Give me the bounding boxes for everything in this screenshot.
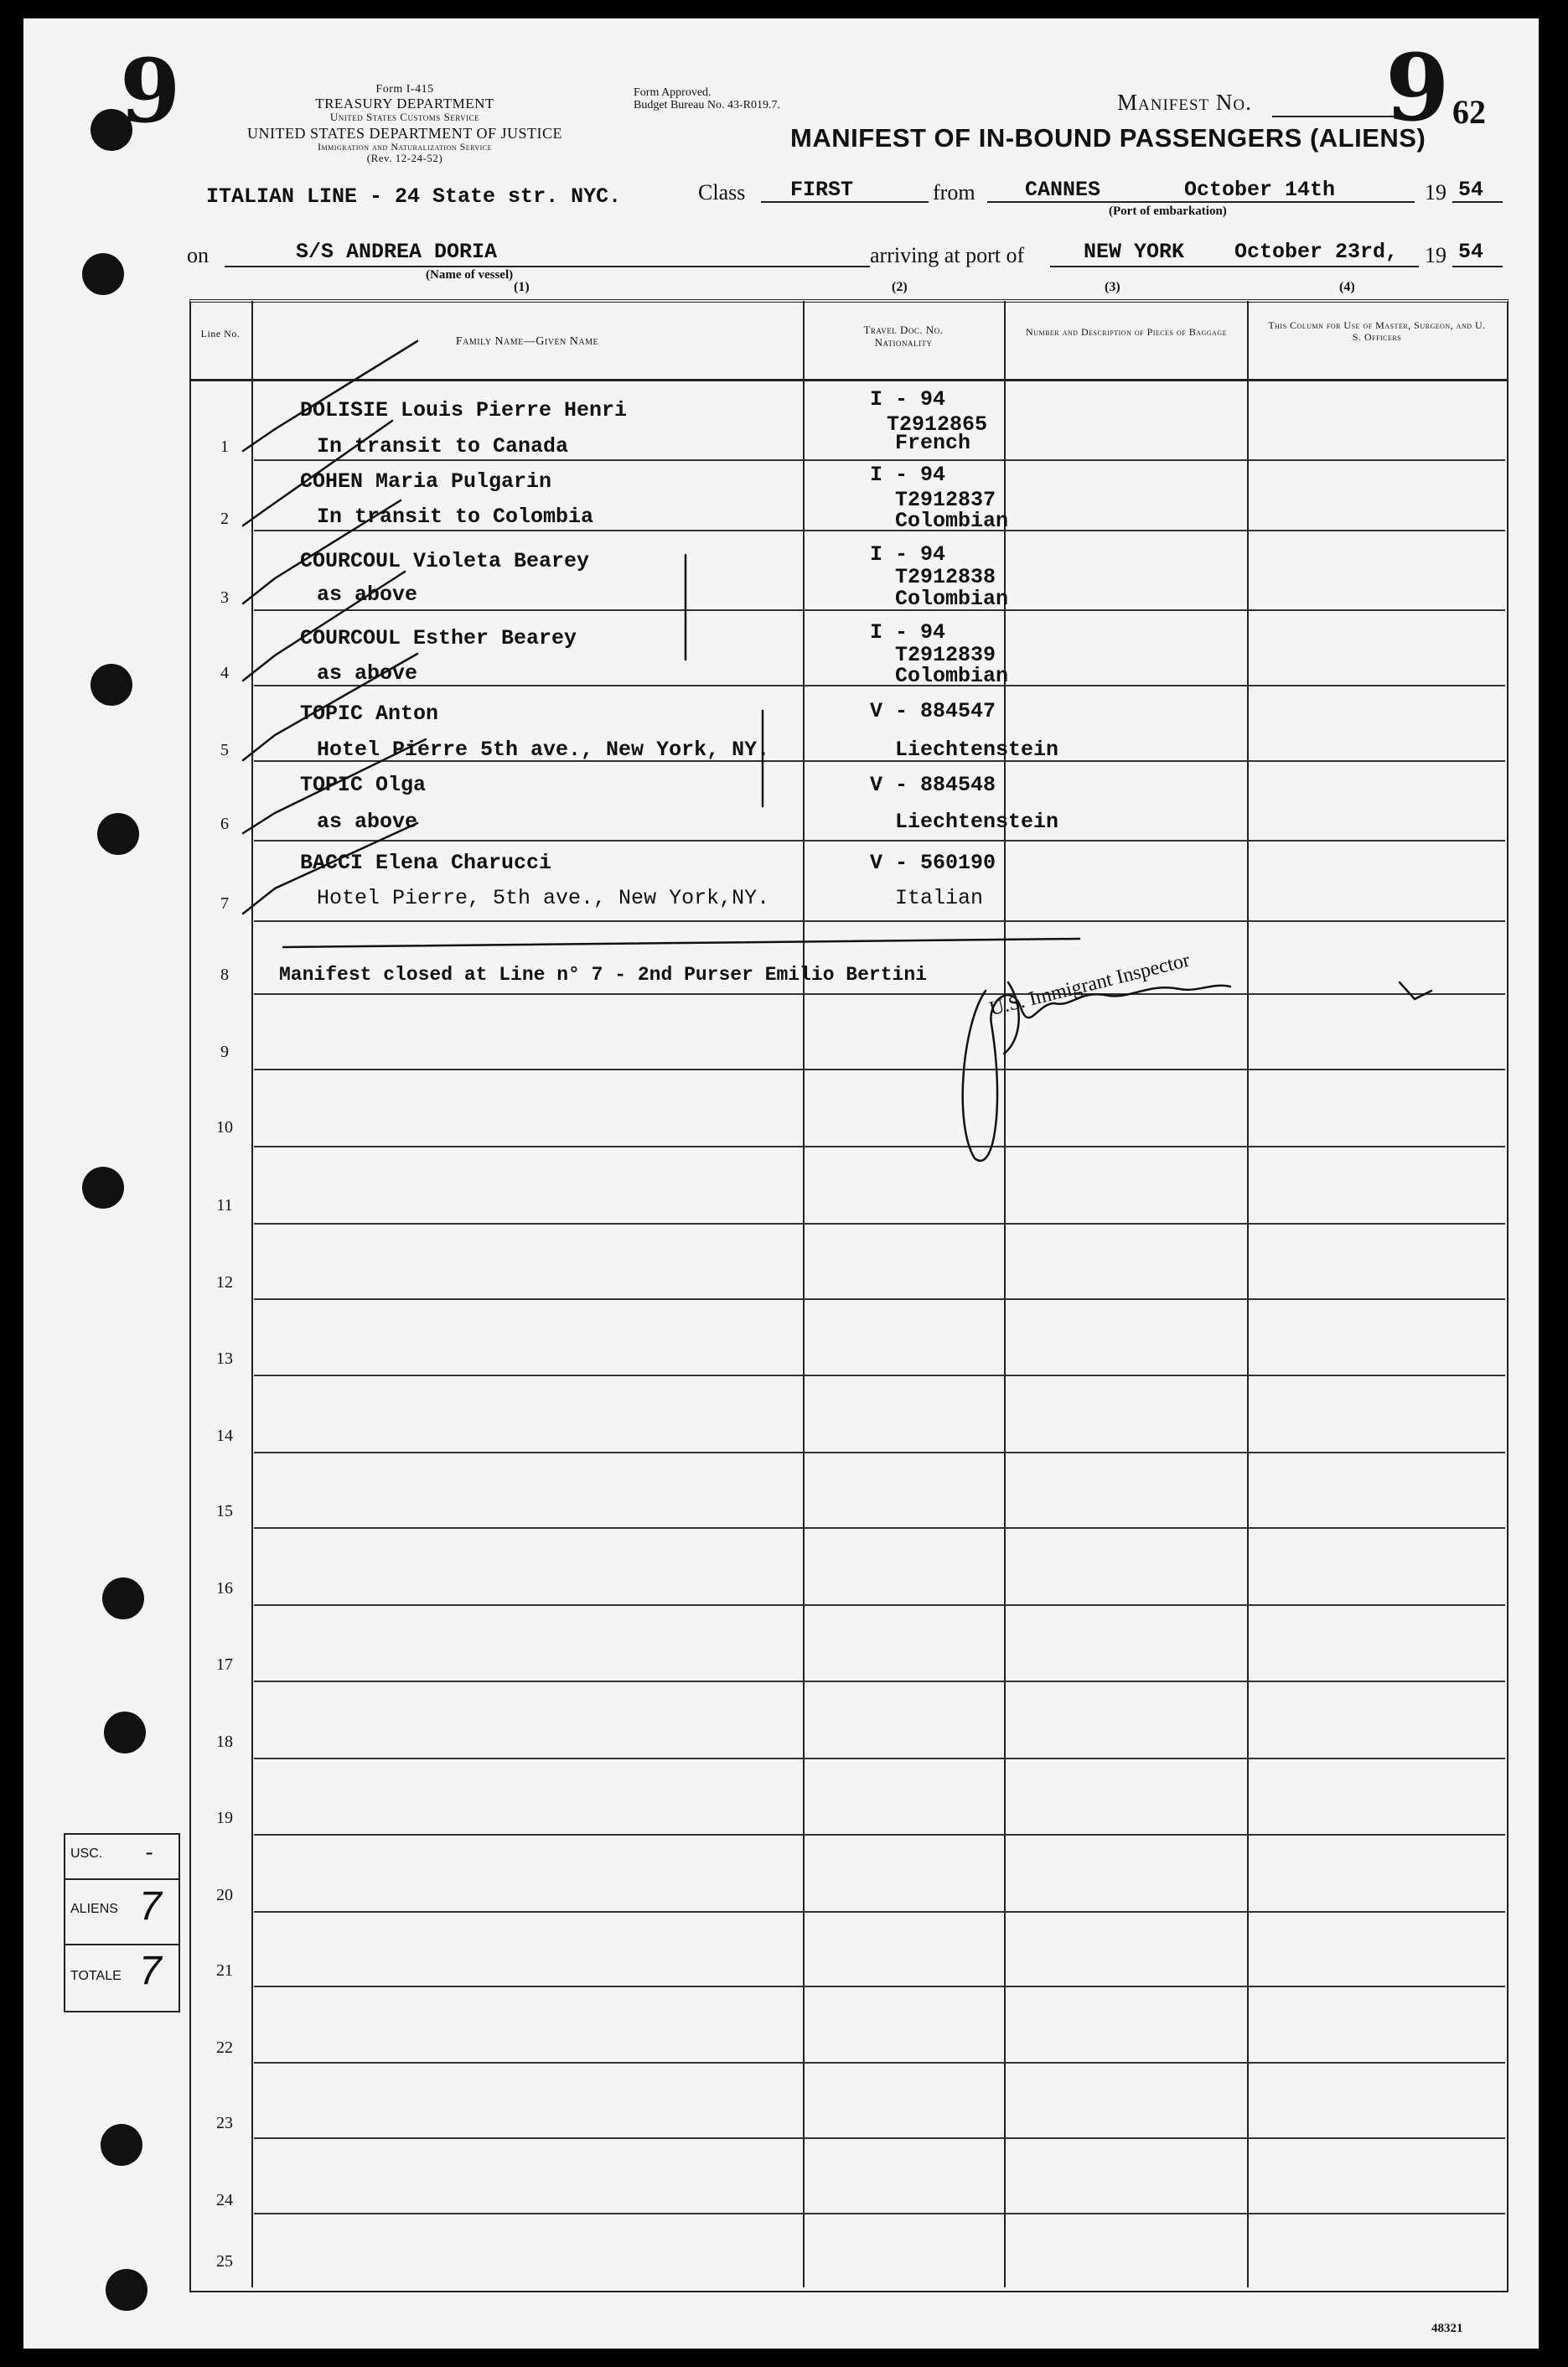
line-number: 16 <box>216 1579 233 1598</box>
justice-dept: UNITED STATES DEPARTMENT OF JUSTICE <box>246 125 562 142</box>
total-label: TOTALE <box>70 1969 122 1983</box>
line-number: 10 <box>216 1118 233 1137</box>
col-head-travel-doc: Travel Doc. No. Nationality <box>863 324 944 349</box>
passenger-note: In transit to Canada <box>317 434 569 458</box>
doc-number: T2912839 <box>895 643 996 667</box>
check-mark <box>243 654 417 760</box>
vessel-name: S/S ANDREA DORIA <box>296 240 498 264</box>
line-number: 7 <box>220 894 229 913</box>
line-number: 11 <box>216 1196 233 1215</box>
aliens-value: 7 <box>139 1884 162 1929</box>
line-number: 22 <box>216 2038 233 2057</box>
check-mark <box>1400 982 1431 999</box>
from-label: from <box>933 180 975 205</box>
form-number: Form I-415 <box>375 83 434 96</box>
passenger-name: DOLISIE Louis Pierre Henri <box>300 398 628 422</box>
line-number: 13 <box>216 1349 233 1368</box>
check-mark <box>243 341 417 451</box>
stamp-divider <box>65 1944 179 1945</box>
passenger-note: as above <box>317 583 418 607</box>
nationality: Colombian <box>895 509 1009 533</box>
column-number-1: (1) <box>514 280 530 294</box>
line-number: 15 <box>216 1502 233 1520</box>
line-number: 5 <box>220 741 229 759</box>
port-caption: (Port of embarkation) <box>1109 205 1227 218</box>
doc-number: T2912837 <box>895 488 996 512</box>
manifest-closing-note: Manifest closed at Line n° 7 - 2nd Purser Emilio Bertini <box>279 964 927 986</box>
travel-doc: I - 94 <box>870 542 946 567</box>
corner-number: 9 <box>120 39 181 142</box>
manifest-subnumber: 62 <box>1452 93 1486 131</box>
from-port: CANNES <box>1025 178 1101 202</box>
doc-number: T2912838 <box>895 565 996 589</box>
line-number: 1 <box>220 438 229 456</box>
passenger-note: as above <box>317 661 418 686</box>
passenger-name: BACCI Elena Charucci <box>300 851 552 875</box>
col-head-baggage: Number and Description of Pieces of Baggage <box>1026 326 1227 338</box>
vessel-caption: (Name of vessel) <box>426 268 514 282</box>
travel-doc: I - 94 <box>870 463 946 487</box>
nationality: Liechtenstein <box>895 738 1059 762</box>
travel-doc: V - 884547 <box>870 699 996 723</box>
arriving-label: arriving at port of <box>870 243 1025 267</box>
nationality: French <box>895 431 971 455</box>
col-head-officers: This Column for Use of Master, Surgeon, and U. S. Officers <box>1268 319 1486 343</box>
nationality: Colombian <box>895 664 1009 688</box>
on-label: on <box>187 243 209 267</box>
passenger-name: COHEN Maria Pulgarin <box>300 469 552 494</box>
travel-doc: I - 94 <box>870 620 946 645</box>
usc-value: - <box>145 1839 153 1865</box>
passenger-note: as above <box>317 810 418 834</box>
form-code: 48321 <box>1431 2322 1463 2335</box>
passenger-name: COURCOUL Violeta Bearey <box>300 549 590 573</box>
from-year: 54 <box>1458 178 1484 202</box>
arrival-port: NEW YORK <box>1084 240 1185 264</box>
from-date: October 14th <box>1184 178 1336 202</box>
inspector-stamp: U.S. Immigrant Inspector <box>987 949 1193 1021</box>
from-year-prefix: 19 <box>1425 180 1446 205</box>
arrival-date: October 23rd, <box>1234 240 1399 264</box>
travel-doc: V - 560190 <box>870 851 996 875</box>
check-mark <box>243 500 401 603</box>
check-mark <box>243 739 426 833</box>
line-number: 2 <box>220 510 229 528</box>
budget-bureau: Budget Bureau No. 43-R019.7. <box>634 98 780 111</box>
customs-service: United States Customs Service <box>329 110 480 123</box>
column-number-2: (2) <box>892 280 908 294</box>
class-label: Class <box>698 180 746 205</box>
document-title: MANIFEST OF IN-BOUND PASSENGERS (ALIENS) <box>790 123 1426 153</box>
handwritten-marks <box>23 18 1539 2349</box>
line-number: 21 <box>216 1961 233 1980</box>
ins-service: Immigration and Naturalization Service <box>317 141 492 153</box>
line-number: 12 <box>216 1273 233 1292</box>
shipping-agent: ITALIAN LINE - 24 State str. NYC. <box>206 184 622 209</box>
line-number: 24 <box>216 2191 233 2209</box>
treasury-dept: TREASURY DEPARTMENT <box>315 95 494 111</box>
manifest-label: Manifest No. <box>1117 90 1252 115</box>
stamp-divider <box>65 1878 179 1880</box>
travel-doc: I - 94 <box>870 387 946 412</box>
manifest-number: 9 <box>1385 34 1450 142</box>
check-mark <box>243 823 417 914</box>
line-number: 9 <box>220 1043 229 1061</box>
passenger-name: TOPIC Anton <box>300 702 439 726</box>
manifest-page <box>23 18 1539 2349</box>
form-approved: Form Approved. <box>634 86 712 99</box>
arrival-year-prefix: 19 <box>1425 243 1446 267</box>
usc-label: USC. <box>70 1846 103 1861</box>
passenger-note: In transit to Colombia <box>317 505 594 529</box>
column-number-4: (4) <box>1339 280 1355 294</box>
total-value: 7 <box>139 1949 162 1993</box>
check-mark <box>243 572 405 681</box>
line-number: 3 <box>220 588 229 607</box>
line-number: 8 <box>220 966 229 984</box>
arrival-year: 54 <box>1458 240 1484 264</box>
underline-mark <box>283 939 1079 947</box>
passenger-name: TOPIC Olga <box>300 773 427 797</box>
nationality: Colombian <box>895 587 1009 611</box>
line-number: 17 <box>216 1655 233 1674</box>
class-value: FIRST <box>790 178 854 202</box>
revision: (Rev. 12-24-52) <box>366 151 443 164</box>
line-number: 4 <box>220 664 229 682</box>
nationality: Liechtenstein <box>895 810 1059 834</box>
line-number: 23 <box>216 2114 233 2132</box>
passenger-note: Hotel Pierre 5th ave., New York, NY. <box>317 738 770 762</box>
count-stamp <box>64 1833 180 2012</box>
line-number: 14 <box>216 1427 233 1445</box>
doc-number: T2912865 <box>887 412 988 437</box>
line-number: 6 <box>220 815 229 833</box>
travel-doc: V - 884548 <box>870 773 996 797</box>
aliens-label: ALIENS <box>70 1902 118 1916</box>
line-number: 19 <box>216 1809 233 1827</box>
line-number: 25 <box>216 2252 233 2271</box>
col-head-family-name: Family Name—Given Name <box>455 335 599 348</box>
nationality: Italian <box>895 886 984 910</box>
column-number-3: (3) <box>1105 280 1120 294</box>
line-number: 20 <box>216 1886 233 1904</box>
line-number: 18 <box>216 1733 233 1751</box>
passenger-name: COURCOUL Esther Bearey <box>300 626 577 650</box>
col-head-line-no: Line No. <box>200 328 241 339</box>
passenger-note: Hotel Pierre, 5th ave., New York,NY. <box>317 886 770 910</box>
